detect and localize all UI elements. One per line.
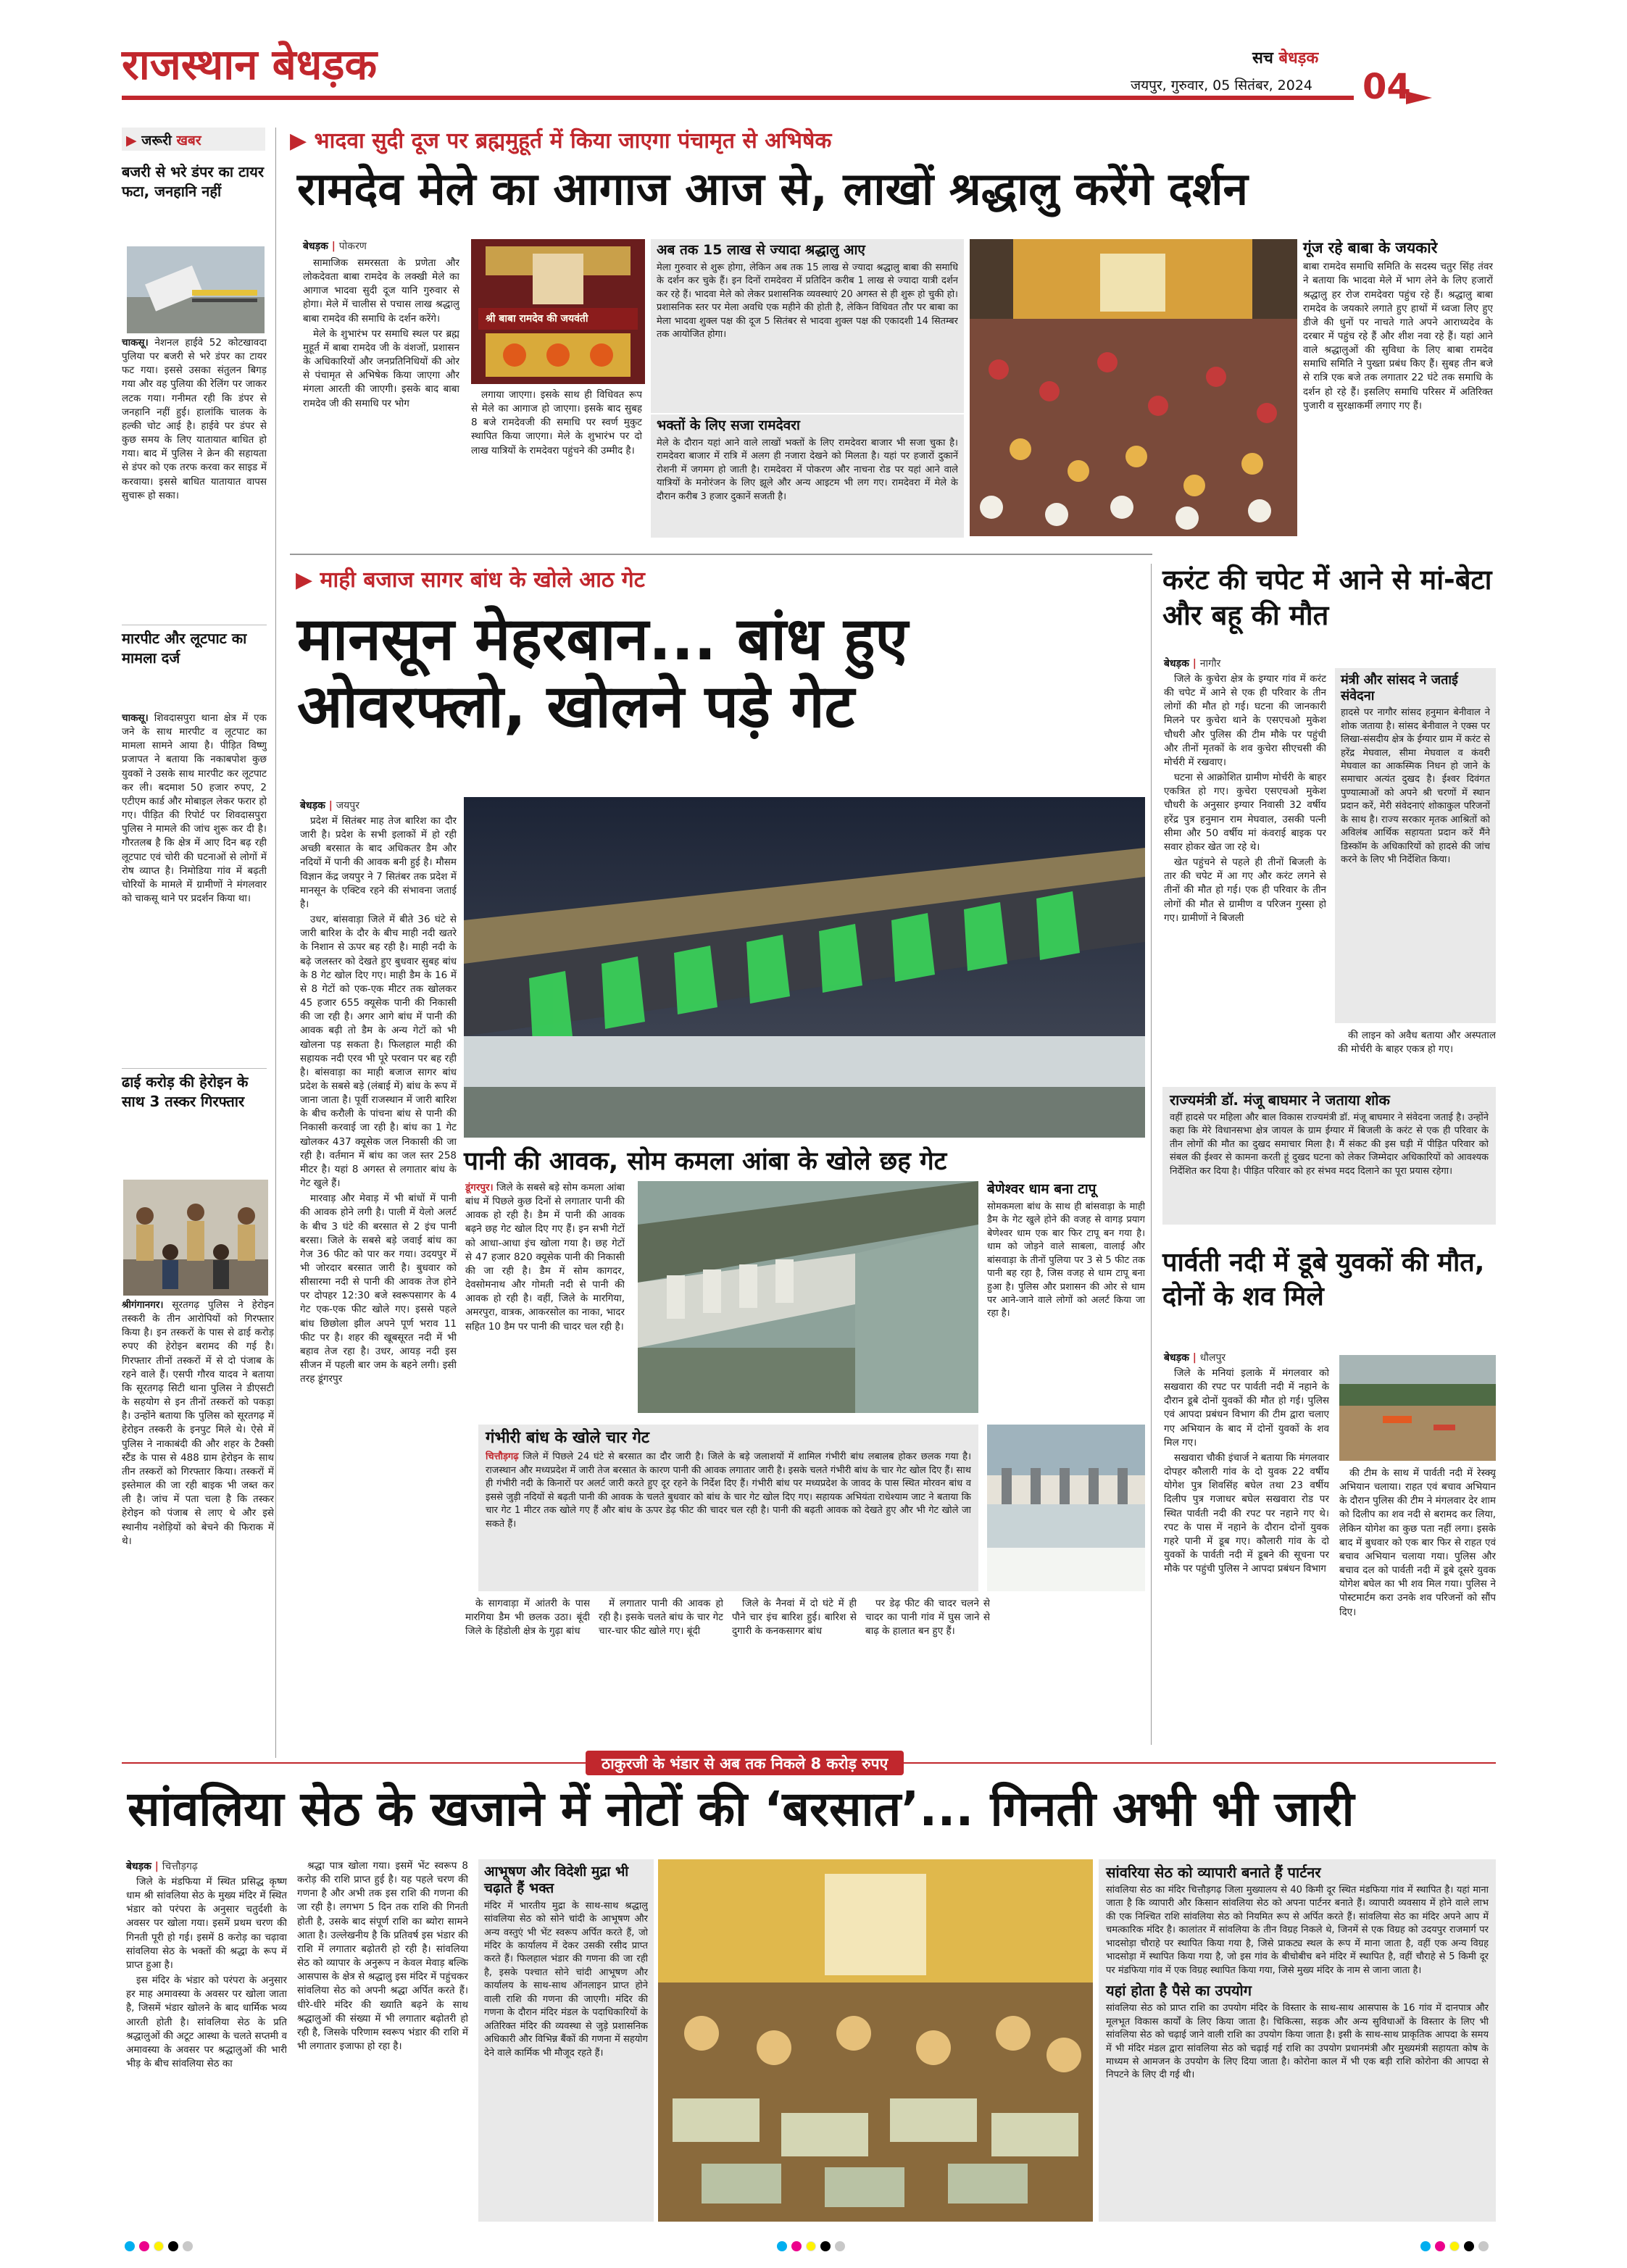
registration-dot-icon (806, 2241, 816, 2251)
parvati-col2-p: की टीम के साथ में पार्वती नदी में रेस्क्यू अभियान चलाया। राहत एवं बचाव अभियान के दौरान पुलिस की टीम ने मंगलवार देर शाम को दिलीप का शव नदी से बरामद कर लिया, लेकिन योगेश का कुछ पता नहीं लगा। इसके बाद में बुधवार को एक बार फिर से राहत एवं बचाव अभियान चलाया गया। पुलिस और बचाव दल को पार्वती नदी में डूबे दूसरे युवक योगेश बघेल का भी शव मिल गया। पुलिस ने पोस्टमार्टम करा उनके शव परिजनों को सौंप दिए। (1339, 1467, 1496, 1618)
registration-dot-icon (125, 2241, 135, 2251)
sidebar-label-prefix: जरूरी (141, 133, 172, 149)
sidebar-story1-photo (127, 246, 265, 333)
masthead-dateline: जयपुर, गुरुवार, 05 सितंबर, 2024 (1131, 78, 1313, 93)
gambhiri-box (478, 1425, 978, 1591)
som-kamla-text: जिले के सबसे बड़े सोम कमला आंबा बांध में पिछले कुछ दिनों से लगातार पानी की आवक हो रही है। डैम में पानी की आवक बढ़ने छह गेट खोल दिए गए हैं। इन सभी गेटों को आधा-आधा इंच खोला गया है। छह गेटों से 47 हजार 820 क्यूसेक पानी की निकासी की जा रही है। डैम में सोम कागदर, देवसोमनाथ और गोमती नदी से पानी की आवक हो रही है। वहीं, जिले के मारगिया, अमरपुरा, वात्रक, आकरसोल का नाका, भादर सहित 10 डैम पर पानी की चादर चल रही है। (465, 1182, 625, 1333)
sanwaliya-col2 (297, 1859, 468, 2222)
sidebar-story1-dateline: चाकसू। (122, 337, 149, 349)
monsoon-byline: बेधड़क | जयपुर (300, 800, 359, 812)
registration-dot-icon (835, 2241, 845, 2251)
sidebar-divider (275, 128, 276, 1758)
masthead-rule-arrow-icon (1406, 91, 1432, 104)
top-kicker-text: भादवा सुदी दूज पर ब्रह्ममुहूर्त में किया जाएगा पंचामृत से अभिषेक (314, 128, 832, 154)
parvati-byline-place: धौलपुर (1199, 1352, 1226, 1364)
monsoon-byline-place: जयपुर (336, 800, 359, 812)
top-box2-head: भक्तों के लिए सजा रामदेवरा (657, 417, 800, 433)
parvati-river-photo (1339, 1355, 1496, 1461)
current-byline-brand: बेधड़क (1164, 658, 1189, 670)
registration-dot-icon (1478, 2241, 1489, 2251)
ramdev-shrine-photo (471, 239, 645, 384)
sanwaliya-right-text2: सांवलिया सेठ को प्राप्त राशि का उपयोग मंदिर के विस्तार के साथ-साथ आसपास के 16 गांव में दानपात्र और मूलभूत विकास कार्यों के लिए किया जाता है। चिकित्सा, सड़क और अन्य सुविधाओं के विस्तार के लिए भी सांवलिया सेठ को चढ़ाई जाने वाली राशि का उपयोग किया जाता है। इसी के साथ-साथ प्राकृतिक आपदा के समय में भी मंदिर मंडल द्वारा सांवलिया सेठ को चढ़ाई गई राशि का उपयोग प्रधानमंत्री और मुख्यमंत्री सहायता कोष के माध्यम से आमजन के उपयोग के लिए दिया जाता है। कोरोना काल में भी एक बड़ी राशि कोरोना की आपदा से निपटने के लिए दी गई थी। (1106, 2003, 1489, 2081)
registration-marks-right (1420, 2240, 1493, 2254)
current-bottom-box (1162, 1087, 1496, 1225)
registration-dot-icon (168, 2241, 178, 2251)
sanwaliya-right-head2: यहां होता है पैसे का उपयोग (1106, 1982, 1252, 2000)
current-col1 (1164, 672, 1326, 1078)
monsoon-col1-p1: प्रदेश में सितंबर माह तेज बारिश का दौर जारी है। प्रदेश के सभी इलाकों में हो रही अच्छी बरसात के बाद अधिकतर डैम और नदियों में पानी की आवक बनी हुई है। मौसम विज्ञान केंद्र जयपुर ने 7 सितंबर तक प्रदेश में मानसून के एक्टिव रहने की संभावना जताई है। (300, 815, 457, 910)
sidebar-section-arrow-icon: ▶ (126, 133, 137, 149)
sidebar-rule-2 (122, 1068, 267, 1069)
current-box-text: हादसे पर नागौर सांसद हनुमान बेनीवाल ने शोक जताया है। सांसद बेनीवाल ने एक्स पर लिखा-संसदीय क्षेत्र के ईग्यार ग्राम में करंट से हरेंद्र मेघवाल, सीमा मेघवाल व कंवरी मेघवाल का आकस्मिक निधन हो जाने के समाचार अत्यंत दुखद है। ईश्वर दिवंगत पुण्यात्माओं को अपने श्री चरणों में स्थान प्रदान करें, मेरी संवेदनाएं शोकाकुल परिजनों के साथ है। राज्य सरकार मृतक आश्रितों को अविलंब आर्थिक सहायता प्रदान करें मैंने डिस्कॉम के अधिकारियों को हादसे की जांच करने के लिए भी निर्देशित किया। (1341, 707, 1490, 866)
sanwaliya-col2-p: श्रद्धा पात्र खोला गया। इसमें भेंट स्वरूप 8 करोड़ की राशि प्राप्त हुई है। यह पहले चरण की गणना है और अभी तक इस राशि की गणना की जा रही है। लगभग 5 दिन तक राशि की गिनती होती है, उसके बाद संपूर्ण राशि का ब्योरा सामने आता है। उल्लेखनीय है कि प्रतिवर्ष इस भंडार की राशि में लगातार बढ़ोतरी हो रही है। सांवलिया सेठ को व्यापार के अनुरूप न केवल मेवाड़ बल्कि आसपास के क्षेत्र से श्रद्धालु इस मंदिर में पहुंचकर सांवलिया सेठ को अपनी श्रद्धा अर्पित करते हैं। धीरे-धीरे मंदिर की ख्याति बढ़ने के साथ श्रद्धालुओं की संख्या में भी लगातार बढ़ोतरी हो रही है, जिसके परिणाम स्वरूप भंडार की राशि में भी लगातार इजाफा हो रहा है। (297, 1860, 468, 2053)
sanwaliya-byline-place: चित्तौड़गढ़ (162, 1861, 198, 1872)
som-kamla-dateline: डूंगरपुर। (465, 1182, 494, 1193)
masthead-title-text: राजस्थान बेधड़क (122, 40, 378, 89)
sanwaliya-col1-p2: इस मंदिर के भंडार को परंपरा के अनुसार हर माह अमावस्या के अवसर पर खोला जाता है, जिसमें भंडार खोलने के बाद धार्मिक भव्य आरती होती है। सांवलिया सेठ के प्रति श्रद्धालुओं की अटूट आस्था के चलते सप्तमी व अमावस्या के अवसर पर श्रद्धालुओं की भारी भीड़ के बीच सांवलिया सेठ का (126, 1975, 287, 2070)
registration-dot-icon (1435, 2241, 1445, 2251)
tagline-brand: बेधड़क (1278, 49, 1319, 67)
masthead-tagline (1252, 46, 1318, 68)
registration-dot-icon (183, 2241, 193, 2251)
current-box (1335, 668, 1496, 1023)
current-byline: बेधड़क | नागौर (1164, 658, 1221, 670)
gambhiri-head: गंभीरी बांध के खोले चार गेट (486, 1429, 649, 1447)
monsoon-kicker-text: माही बजाज सागर बांध के खोले आठ गेट (320, 567, 645, 593)
registration-dot-icon (777, 2241, 787, 2251)
sanwaliya-box-head: आभूषण और विदेशी मुद्रा भी चढ़ाते हैं भक्त (484, 1864, 629, 1896)
sanwaliya-right-head1: सांवरिया सेठ को व्यापारी बनाते हैं पार्टनर (1106, 1864, 1321, 1881)
parvati-byline-brand: बेधड़क (1164, 1352, 1189, 1364)
sanwaliya-temple-photo (658, 1859, 1093, 2222)
sidebar-story3-text: सूरतगढ़ पुलिस ने हेरोइन तस्करी के तीन आरोपियों को गिरफ्तार किया है। इन तस्करों के पास से ढाई करोड़ रुपए की हेरोइन बरामद की गई है। गिरफ्तार तीनों तस्करों में से दो पंजाब के रहने वाले हैं। एसपी गौरव यादव ने बताया कि सूरतगढ़ सिटी थाना पुलिस ने डीएसटी के सहयोग से इन तीनों तस्करों को पकड़ा है। उन्होंने बताया कि पुलिस को सूरतगढ़ में हेरोइन तस्करी के इनपुट मिले थे। ऐसे में पुलिस ने नाकाबंदी की और शहर के टैक्सी स्टैंड के पास से 488 ग्राम हेरोइन के साथ तीन तस्करों को गिरफ्तार किया। तस्करों में इस्तेमाल की जा रही बाइक भी जब्त कर ली है। जांच में पता चला है कि तस्कर हेरोइन को पंजाब से लाए थे और इसे स्थानीय नशेड़ियों को बेचने की फिराक में थे। (122, 1299, 274, 1547)
current-col1-p2: घटना से आक्रोशित ग्रामीण मोर्चरी के बाहर एकत्रित हो गए। कुचेरा एसएचओ मुकेश चौधरी के अनुसार इग्यार निवासी 32 वर्षीय हरेंद्र पुत्र हनुमान राम मेघवाल, उसकी पत्नी सीमा और 50 वर्षीय मां कंवराई बाइक पर सवार होकर खेत जा रहे थे। (1164, 772, 1326, 853)
monsoon-right-divider (1151, 564, 1152, 1745)
parvati-col1 (1164, 1367, 1329, 1743)
top-story-col2 (471, 388, 642, 562)
parvati-col2 (1339, 1467, 1496, 1743)
monsoon-kicker (296, 564, 645, 593)
sanwaliya-kicker-band (122, 1751, 1496, 1775)
monsoon-byline-brand: बेधड़क (300, 800, 325, 812)
sanwaliya-byline-brand: बेधड़क (126, 1861, 151, 1872)
sanwaliya-box-text: मंदिर में भारतीय मुद्रा के साथ-साथ श्रद्धालु सांवलिया सेठ को सोने चांदी के आभूषण और अन्य वस्तुएं भी भेंट स्वरूप अर्पित करते हैं, जो मंदिर के कार्यालय में देकर उसकी रसीद प्राप्त करते हैं। फिलहाल भंडार की गणना की जा रही है, इसके पश्चात सोने चांदी आभूषण और कार्यालय के साथ-साथ ऑनलाइन प्राप्त होने वाली राशि की गणना की जाएगी। मंदिर की गणना के दौरान मंदिर मंडल के पदाधिकारियों के अतिरिक्त मंदिर की व्यवस्था से जुड़े प्रशासनिक अधिकारी और विभिन्न बैंकों की गणना में सहयोग देने वाले कार्मिक भी मौजूद रहते हैं। (484, 1900, 648, 2059)
sanwaliya-right-text1: सांवलिया सेठ का मंदिर चित्तौड़गढ़ जिला मुख्यालय से 40 किमी दूर स्थित मंडफिया गांव में स्थापित है। यहां माना जाता है कि व्यापारी और किसान सांवलिया सेठ को अपना पार्टनर बनाते हैं। व्यापारी व्यवसाय में होने वाले लाभ की एक निश्चित राशि सांवलिया सेठ को नियमित रूप से अर्पित करते हैं। सांवलिया सेठ का मंदिर अपने आप में चमत्कारिक मंदिर है। कालांतर में सांवलिया के तीन विग्रह निकले थे, जिनमें से एक विग्रह को उदयपुर राजमार्ग पर भादसोड़ा चौराहे पर स्थापित किया गया है, जिसे प्राकट्य स्थल के रूप में माना जाता है, वहीं एक अन्य विग्रह भादसोड़ा में स्थापित किया गया है, जो इस गांव के बीचोबीच बने मंदिर में स्थापित है, वहीं चौराहे से 5 किमी दूर पर मंडफिया गांव में एक विग्रह स्थापित किया गया, जिसे मुख्य मंदिर के नाम से जाना जाता है। (1106, 1885, 1489, 1976)
top-side-head: गूंज रहे बाबा के जयकारे (1303, 239, 1438, 257)
sidebar-story1-text: नेशनल हाईवे 52 कोटखावदा पुलिया पर बजरी से भरे डंपर का टायर फट गया। इससे उसका संतुलन बिगड़ गया और वह पुलिया की रेलिंग पर जाकर लटक गया। गनीमत रही कि डंपर से जनहानि नहीं हुई। हालांकि चालक के हल्की चोट आई है। हाईवे पर डंपर से कुछ समय के लिए यातायात बाधित हो गया। बाद में पुलिस ने क्रेन की सहायता से डंपर को एक तरफ करवा कर साइड में करवाया। इससे बाधित यातायात वापस सुचारू हो सका। (122, 337, 267, 501)
sidebar-story2-body (122, 712, 267, 1067)
top-box1-text: मेला गुरुवार से शुरू होगा, लेकिन अब तक 15 लाख से ज्यादा श्रद्धालु बाबा की समाधि के दर्शन कर चुके हैं। इन दिनों रामदेवरा में प्रतिदिन करीब 1 लाख से ज्यादा यात्री दर्शन कर रहे हैं। भादवा मेले को लेकर प्रशासनिक व्यवस्थाएं 20 अगस्त से ही शुरू हो चुकी हो। प्रशासनिक स्तर पर मेला अवधि एक महीने की होती है, लेकिन विधिवत तौर पर बाबा का मेला भादवा शुक्ल पक्ष की दूज 5 सितंबर से भादवा शुक्ल पक्ष की एकादशी 14 सितम्बर तक आयोजित होगा। (657, 262, 958, 341)
monsoon-col4 (732, 1597, 857, 1735)
current-bottom-head: राज्यमंत्री डॉ. मंजू बाघमार ने जताया शोक (1170, 1091, 1390, 1109)
monsoon-col5 (865, 1597, 990, 1735)
registration-dot-icon (791, 2241, 802, 2251)
parvati-headline: पार्वती नदी में डूबे युवकों की मौत, दोनों के शव मिले (1162, 1248, 1485, 1312)
top-side-text: बाबा रामदेव समाधि समिति के सदस्य चतुर सिंह तंवर ने बताया कि भादवा मेले में भाग लेने के लिए हजारों श्रद्धालु हर रोज रामदेवरा पहुंच रहे हैं। श्रद्धालु बाबा रामदेव के जयकारे लगाते हुए हाथों में ध्वजा लिए हुए डीजे की धुनों पर नाचते गाते अपने आराध्यदेव के दरबार में पहुंच रहे हैं और शीश नवा रहे हैं। यहां आने वाले श्रद्धालुओं की सुविधा के लिए बाबा रामदेव समाधि समिति ने पुख्ता प्रबंध किए हैं। सुबह तीन बजे से रात्रि एक बजे तक लगातार 22 घंटे तक समाधि के दर्शन हो रहे हैं। इसलिए समाधि परिसर में अतिरिक्त पुजारी व सुरक्षाकर्मी लगाए गए हैं। (1303, 261, 1493, 412)
current-col2-tail-p: की लाइन को अवैध बताया और अस्पताल की मोर्चरी के बाहर एकत्र हो गए। (1338, 1030, 1496, 1056)
monsoon-col1-p2: उधर, बांसवाड़ा जिले में बीते 36 घंटे से जारी बारिश के दौर के बीच माही नदी खतरे के निशान से ऊपर बह रही है। माही नदी के बढ़े जलस्तर को देखते हुए बुधवार सुबह बांध के 8 गेट खोल दिए गए। माही डैम के 16 में से 8 गेटों को एक-एक मीटर तक खोलकर 45 हजार 655 क्यूसेक पानी की निकासी की जा रही है। अगर आगे बांध में पानी की आवक बढ़ी तो डैम के अन्य गेटों को भी खोलना पड़ सकता है। फिलहाल माही की सहायक नदी एरव भी पूरे परवान पर बह रही है। बांसवाड़ा का माही बजाज सागर बांध प्रदेश के सबसे बड़े (लंबाई में) बांध के रूप में जाना जाता है। पूर्वी राजस्थान में जारी बारिश के बीच करौली के पांचना बांध से पानी की निकासी करवाई जा रही है। बांध का 1 गेट खोलकर 437 क्यूसेक जल निकासी की जा रही है। वर्तमान में बांध का जल स्तर 258 मीटर है। यहां 8 अगस्त से लगातार बांध के गेट खुले हैं। (300, 914, 457, 1190)
sidebar-story1-body (122, 336, 267, 612)
top-col1-p1: सामाजिक समरसता के प्रणेता और लोकदेवता बाबा रामदेव के लक्खी मेले का आगाज भादवा सुदी दूज यानि गुरुवार से होगा। मेले में चालीस से पचास लाख श्रद्धालु बाबा रामदेव की समाधि के दर्शन करेंगे। (303, 257, 459, 325)
gambhiri-dam-photo (987, 1425, 1145, 1591)
monsoon-col2-p: के सागवाड़ा में आंतरी के पास मारगिया डैम भी छलक उठा। बूंदी जिले के हिंडोली क्षेत्र के गुढ़ा बांध (465, 1598, 590, 1638)
tagline-prefix: सच (1252, 49, 1273, 67)
top-box1-head: अब तक 15 लाख से ज्यादा श्रद्धालु आए (657, 242, 865, 258)
top-kicker-arrow-icon: ▶ (290, 128, 307, 154)
top-box2-text: मेले के दौरान यहां आने वाले लाखों भक्तों के लिए रामदेवरा बाजार भी सजा चुका है। रामदेवरा बाजार में रात्रि में अलग ही नजारा देखने को मिलता है। यहां पर हजारों दुकानें रोशनी में जगमग हो जाती है। रामदेवरा में पोकरण और नाचना रोड पर यहां आने वाले यात्रियों के मनोरंजन के लिए झूले और अन्य आइटम भी लग गए। रामदेवरा में मेले के दौरान करीब 3 हजार दुकानें सजती है। (657, 437, 958, 502)
sidebar-story2-text: शिवदासपुरा थाना क्षेत्र में एक जने के साथ मारपीट व लूटपाट का मामला सामने आया है। पीड़ित विष्णु प्रजापत ने बताया कि नकाबपोश कुछ युवकों ने उसके साथ मारपीट कर लूटपाट कर ली। बदमाश 50 हजार रुपए, 2 एटीएम कार्ड और मोबाइल लेकर फरार हो गए। पीड़ित की रिपोर्ट पर शिवदासपुरा पुलिस ने मामले की जांच शुरू कर दी है। गौरतलब है कि क्षेत्र में आए दिन बढ़ रही लूटपाट एवं चोरी की घटनाओं से लोगों में रोष व्याप्त है। निमोडिया गांव में बढ़ती चोरियों के मामले में ग्रामीणों ने मंगलवार को चाकसू थाने पर प्रदर्शन किया था। (122, 712, 267, 905)
sanwaliya-byline: बेधड़क | चित्तौड़गढ़ (126, 1861, 198, 1872)
sidebar-story3-photo (123, 1180, 268, 1296)
current-bottom-text: वहीं हादसे पर महिला और बाल विकास राज्यमंत्री डॉ. मंजू बाघमार ने संवेदना जताई है। उन्होंने कहा कि मेरे विधानसभा क्षेत्र जायल के ग्राम ईग्यार में बिजली के करंट से एक ही परिवार के तीन लोगों की मौत का दुखद समाचार मिला है। मैं संकट की इस घड़ी में पीड़ित परिवार को संबल की ईश्वर से कामना करती हूं दुखद घटना को लेकर जिम्मेदार अधिकारियों को आवश्यक निर्देशित कर दिया है। पीड़ित परिवार को हर संभव मदद दिलाने का पूरा प्रयास रहेगा। (1170, 1112, 1489, 1177)
monsoon-col4-p: जिले के नैनवां में दो घंटे में ही पौने चार इंच बारिश हुई। बारिश से दुगारी के कनकसागर बांध (732, 1598, 857, 1638)
top-byline-brand: बेधड़क (303, 241, 328, 252)
registration-dot-icon (1464, 2241, 1474, 2251)
mahi-dam-photo (464, 797, 1145, 1138)
sidebar-story2-dateline: चाकसू। (122, 712, 149, 724)
ramdevra-crowd-photo (970, 239, 1297, 536)
beneshwar-box-head: बेणेश्वर धाम बना टापू (987, 1181, 1097, 1197)
sidebar-story3-headline: ढाई करोड़ की हेरोइन के साथ 3 तस्कर गिरफ्तार (122, 1073, 249, 1110)
sidebar-section-label (122, 128, 265, 151)
registration-dot-icon (154, 2241, 164, 2251)
top-side-story (1303, 239, 1493, 543)
sidebar-story2-headline: मारपीट और लूटपाट का मामला दर्ज (122, 630, 247, 667)
top-box1 (651, 239, 964, 413)
top-story-col1 (303, 257, 459, 568)
sanwaliya-box (478, 1859, 654, 2222)
sidebar-story3-dateline: श्रीगंगानगर। (122, 1299, 164, 1311)
som-kamla-headline: पानी की आवक, सोम कमला आंबा के खोले छह गेट (464, 1147, 947, 1176)
sanwaliya-right-box (1099, 1859, 1496, 2222)
gambhiri-dateline: चित्तौड़गढ़ (486, 1451, 519, 1463)
monsoon-col3 (599, 1597, 723, 1735)
parvati-col1-p2: सखवारा चौकी इंचार्ज ने बताया कि मंगलवार दोपहर कौलारी गांव के दो युवक 22 वर्षीय योगेश पुत्र शिवसिंह बघेल तथा 23 वर्षीय दिलीप पुत्र गजाधर बघेल सखवारा रोड पर स्थित पार्वती नदी की रपट पर नहाने गए थे। रपट के पास में नहाने के दौरान दोनों युवक गहरे पानी में डूब गए। कौलारी गांव के दो युवकों के पार्वती नदी में डूबने की सूचना पर मौके पर पहुंची पुलिस ने आपदा प्रबंधन विभाग (1164, 1451, 1329, 1575)
current-col1-p1: जिले के कुचेरा क्षेत्र के इग्यार गांव में करंट की चपेट में आने से एक ही परिवार के तीन लोगों की मौत हो गई। घटना की जानकारी मिलने पर कुचेरा थाने के एसएचओ मुकेश चौधरी और पुलिस की टीम मौके पर पहुंची और तीनों मृतकों के शव कुचेरा सीएचसी की मोर्चरी में रखवाए। (1164, 673, 1326, 768)
top-story-byline: बेधड़क | पोकरण (303, 241, 367, 252)
monsoon-kicker-arrow-icon: ▶ (296, 567, 313, 593)
current-col2-tail (1338, 1029, 1496, 1078)
monsoon-col3-p: में लगातार पानी की आवक हो रही है। इसके चलते बांध के चार गेट चार-चार फीट खोले गए। बूंदी (599, 1598, 723, 1638)
monsoon-headline-line1: मानसून मेहरबान... बांध हुए (297, 605, 908, 674)
gambhiri-body (486, 1451, 971, 1531)
top-box2 (651, 414, 964, 538)
parvati-byline: बेधड़क | धौलपुर (1164, 1352, 1226, 1364)
top-story-kicker (290, 125, 831, 154)
beneshwar-box-text: सोमकमला बांध के साथ ही बांसवाड़ा के माही डैम के गेट खुले होने की वजह से वागड़ प्रयाग बेणेश्वर धाम एक बार फिर टापू बन गया है। धाम को जोड़ने वाले साबला, वालाई और बांसवाड़ा के तीनों पुलिया पर 3 से 5 फीट तक पानी बह रहा है, जिस वजह से धाम टापू बना हुआ है। पुलिस और प्रशासन की ओर से धाम पर आने-जाने वाले लोगों को अलर्ट किया जा रहा है। (987, 1201, 1145, 1319)
top-story-headline: रामदेव मेले का आगाज आज से, लाखों श्रद्धालु करेंगे दर्शन (297, 162, 1248, 215)
gambhiri-text: जिले में पिछले 24 घंटे से बरसात का दौर जारी है। जिले के बड़े जलाशयों में शामिल गंभीरी बांध लबालब होकर छलक गया है। राजस्थान और मध्यप्रदेश में जारी तेज बरसात के कारण पानी की आवक लगातार जारी है। इसके चलते गंभीरी बांध के चार गेट खोल दिए हैं। साथ ही गंभीरी नदी के किनारों पर अलर्ट जारी करते हुए दूर रहने के निर्देश दिए हैं। गंभीरी बांध पर मध्यप्रदेश के जावद के पास स्थित मोरवन बांध व इससे जुड़ी नदियों से बढ़ती पानी की आवक के चलते बुधवार को बांध के चार गेट खोल दिए गए। सहायक अभियंता राधेश्याम जाट ने बताया कि चार गेट 1 मीटर तक खोले गए हैं और बांध के ऊपर डेढ़ फीट की चादर चल रही है। पानी की बढ़ती आवक को देखते हुए और भी गेट खोले जा सकते हैं। (486, 1451, 971, 1530)
current-byline-place: नागौर (1199, 658, 1221, 670)
page-number: 04 (1362, 67, 1411, 107)
registration-dot-icon (820, 2241, 831, 2251)
monsoon-headline-line2: ओवरफ्लो, खोलने पड़े गेट (297, 672, 854, 742)
sanwaliya-col1-p1: जिले के मंडफिया में स्थित प्रसिद्ध कृष्ण धाम श्री सांवलिया सेठ के मुख्य मंदिर में स्थित भंडार को परंपरा के अनुसार चतुर्दशी के अवसर पर खोला गया। इसमें प्रथम चरण की गिनती पूरी हो गई। इसमें 8 करोड़ का चढ़ावा सांवलिया सेठ के भक्तों की श्रद्धा के रूप में प्राप्त हुआ है। (126, 1876, 287, 1971)
top-byline-place: पोकरण (338, 241, 367, 252)
registration-marks-center (777, 2240, 849, 2254)
som-kamla-body (465, 1181, 625, 1420)
registration-dot-icon (1420, 2241, 1431, 2251)
monsoon-col2 (465, 1597, 590, 1735)
sidebar-story1-headline: बजरी से भरे डंपर का टायर फटा, जनहानि नहीं (122, 163, 265, 200)
sanwaliya-col1 (126, 1875, 287, 2223)
registration-dot-icon (1449, 2241, 1460, 2251)
monsoon-col5-p: पर डेढ़ फीट की चादर चलने से चादर का पानी गांव में घुस जाने से बाढ़ के हालात बन हुए हैं। (865, 1598, 990, 1638)
current-box-head: मंत्री और सांसद ने जताई संवेदना (1341, 672, 1458, 704)
current-headline: करंट की चपेट में आने से मां-बेटा और बहू की मौत (1162, 564, 1492, 632)
sanwaliya-headline: सांवलिया सेठ के खजाने में नोटों की ‘बरसात’... गिनती अभी भी जारी (128, 1781, 1355, 1837)
current-col1-p3: खेत पहुंचने से पहले ही तीनों बिजली के तार की चपेट में आ गए और करंट लगने से तीनों की मौत हो गई। एक ही परिवार के तीन लोगों की मौत से ग्रामीण व परिजन गुस्सा हो गए। ग्रामीणों ने बिजली (1164, 856, 1326, 924)
ramdev-photo-caption: श्री बाबा रामदेव की जयवंती (486, 313, 588, 325)
masthead-rule (122, 96, 1354, 100)
monsoon-col1 (300, 814, 457, 1727)
section-rule-top (290, 554, 1152, 555)
top-col1-p2: मेले के शुभारंभ पर समाधि स्थल पर ब्रह्म मुहूर्त में बाबा रामदेव जी के वंशजों, प्रशासन के अधिकारियों और जनप्रतिनिधियों की ओर से पंचामृत से अभिषेक किया जाएगा और मंगला आरती की जाएगी। इसके बाद बाबा रामदेव जी की समाधि पर भोग (303, 328, 459, 409)
som-kamla-dam-photo (638, 1181, 978, 1413)
sidebar-label-suffix: खबर (176, 133, 201, 149)
registration-dot-icon (139, 2241, 149, 2251)
monsoon-headline (297, 606, 1145, 741)
sidebar-story3-body (122, 1298, 274, 1769)
monsoon-col1-p3: मारवाड़ और मेवाड़ में भी बांधों में पानी की आवक होने लगी है। पाली में येलो अलर्ट के बीच 3 घंटे की बरसात से 2 इंच पानी बरसा। जिले के सबसे बड़े जवाई बांध का गेज 36 फीट को पार कर गया। उदयपुर में भी जोरदार बरसात जारी है। बुधवार को सीसारमा नदी से पानी की आवक तेज होने पर दोपहर 12:30 बजे स्वरूपसागर के 4 गेट एक-एक फीट खोले गए। इससे पहले बांध छिछोला झील अपने पूर्ण भराव 11 फीट पर है। शहर की खूबसूरत नदी में भी बहाव तेज रहा है। उधर, आयड़ नदी इस सीजन में पहली बार जम के बहने लगी। इसी तरह डूंगरपुर (300, 1193, 457, 1385)
sanwaliya-kicker: ठाकुरजी के भंडार से अब तक निकले 8 करोड़ रुपए (586, 1751, 904, 1775)
registration-marks-left (125, 2240, 197, 2254)
parvati-col1-p1: जिले के मनियां इलाके में मंगलवार को सखवारा की रपट पर पार्वती नदी में नहाने के दौरान डूबे दोनों युवकों की मौत हो गई। पुलिस एवं आपदा प्रबंधन विभाग की टीम द्वारा चलाए गए अभियान के बाद में दोनों युवकों के शव मिल गए। (1164, 1367, 1329, 1448)
masthead-title (122, 40, 378, 89)
top-col2-p1: लगाया जाएगा। इसके साथ ही विधिवत रूप से मेले का आगाज हो जाएगा। इसके बाद सुबह 8 बजे रामदेवजी की समाधि पर स्वर्ण मुकुट स्थापित किया जाएगा। मेले के शुभारंभ पर दो लाख यात्रियों के रामदेवरा पहुंचने की उम्मीद है। (471, 389, 642, 456)
beneshwar-box (987, 1181, 1145, 1413)
